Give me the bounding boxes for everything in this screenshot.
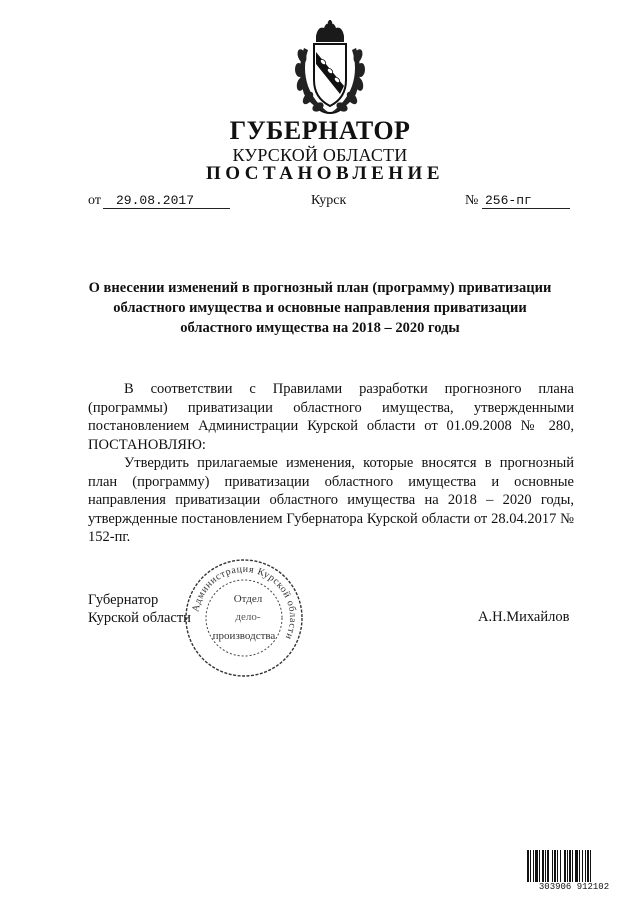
body-paragraph-2: Утвердить прилагаемые изменения, которые вносятся в прогнозный план (программу) приватизации областного имущества и основные направления приватизации областного имущества на 2018 – 2020 годы, утвержденные постановлением Губернатора Курской области от 28.04.2017 № 152-пг. bbox=[88, 455, 574, 545]
barcode-bar bbox=[539, 850, 540, 884]
signatory-position-line-2: Курской области bbox=[88, 610, 191, 626]
barcode-bar bbox=[567, 850, 568, 884]
document-title: О внесении изменений в прогнозный план (программу) приватизации областного имущества и основные направления приватизации областного имущества на 2018 – 2020 годы bbox=[88, 280, 552, 336]
barcode-bar bbox=[530, 850, 531, 884]
date-underline bbox=[103, 208, 230, 209]
barcode-bar bbox=[545, 850, 546, 884]
barcode-bar bbox=[547, 850, 549, 884]
barcode-bar bbox=[579, 850, 580, 884]
official-stamp bbox=[182, 556, 306, 680]
barcode-bar bbox=[560, 850, 561, 884]
document-number: 256-пг bbox=[485, 193, 532, 208]
signatory-position bbox=[88, 591, 191, 627]
barcode-bar bbox=[535, 850, 538, 884]
barcode-bar bbox=[575, 850, 578, 884]
barcode-number: 303906 912102 bbox=[526, 882, 622, 892]
stamp-center-line-2: дело- bbox=[235, 611, 261, 623]
barcode-bar bbox=[564, 850, 566, 884]
stamp-center-line-3: производства bbox=[212, 630, 276, 642]
barcode-bar bbox=[585, 850, 586, 884]
stamp-center-line-1: Отдел bbox=[233, 593, 263, 605]
barcode-bar bbox=[533, 850, 534, 884]
city-label: Курск bbox=[311, 193, 347, 208]
barcode-bar bbox=[572, 850, 573, 884]
barcode-bar bbox=[552, 850, 553, 884]
document-type-heading: ПОСТАНОВЛЕНИЕ bbox=[205, 163, 445, 184]
document-date: 29.08.2017 bbox=[116, 193, 195, 208]
barcode-bar bbox=[582, 850, 583, 884]
body-paragraph-1: В соответствии с Правилами разработки прогнозного плана (программы) приватизации областного имущества, утвержденными постановлением Администрации Курской области от 01.09.2008 № 280, ПОСТАНОВЛЯЮ: bbox=[88, 381, 574, 453]
date-prefix: от bbox=[88, 193, 101, 208]
barcode-bar bbox=[569, 850, 571, 884]
signatory-name: А.Н.Михайлов bbox=[478, 609, 570, 625]
barcode-bar bbox=[554, 850, 556, 884]
barcode-bar bbox=[587, 850, 589, 884]
barcode-bar bbox=[542, 850, 544, 884]
number-underline bbox=[482, 208, 570, 209]
barcode-bar bbox=[557, 850, 558, 884]
number-prefix: № bbox=[465, 193, 479, 208]
stamp-ring-text: Администрация Курской области bbox=[190, 563, 299, 642]
barcode-bar bbox=[527, 850, 529, 884]
barcode-bar bbox=[590, 850, 591, 884]
document-issuer-region: КУРСКОЙ ОБЛАСТИ bbox=[232, 145, 408, 165]
signatory-position-line-1: Губернатор bbox=[88, 592, 159, 608]
document-issuer-title: ГУБЕРНАТОР bbox=[229, 116, 411, 145]
kursk-coat-of-arms-icon bbox=[290, 20, 370, 120]
